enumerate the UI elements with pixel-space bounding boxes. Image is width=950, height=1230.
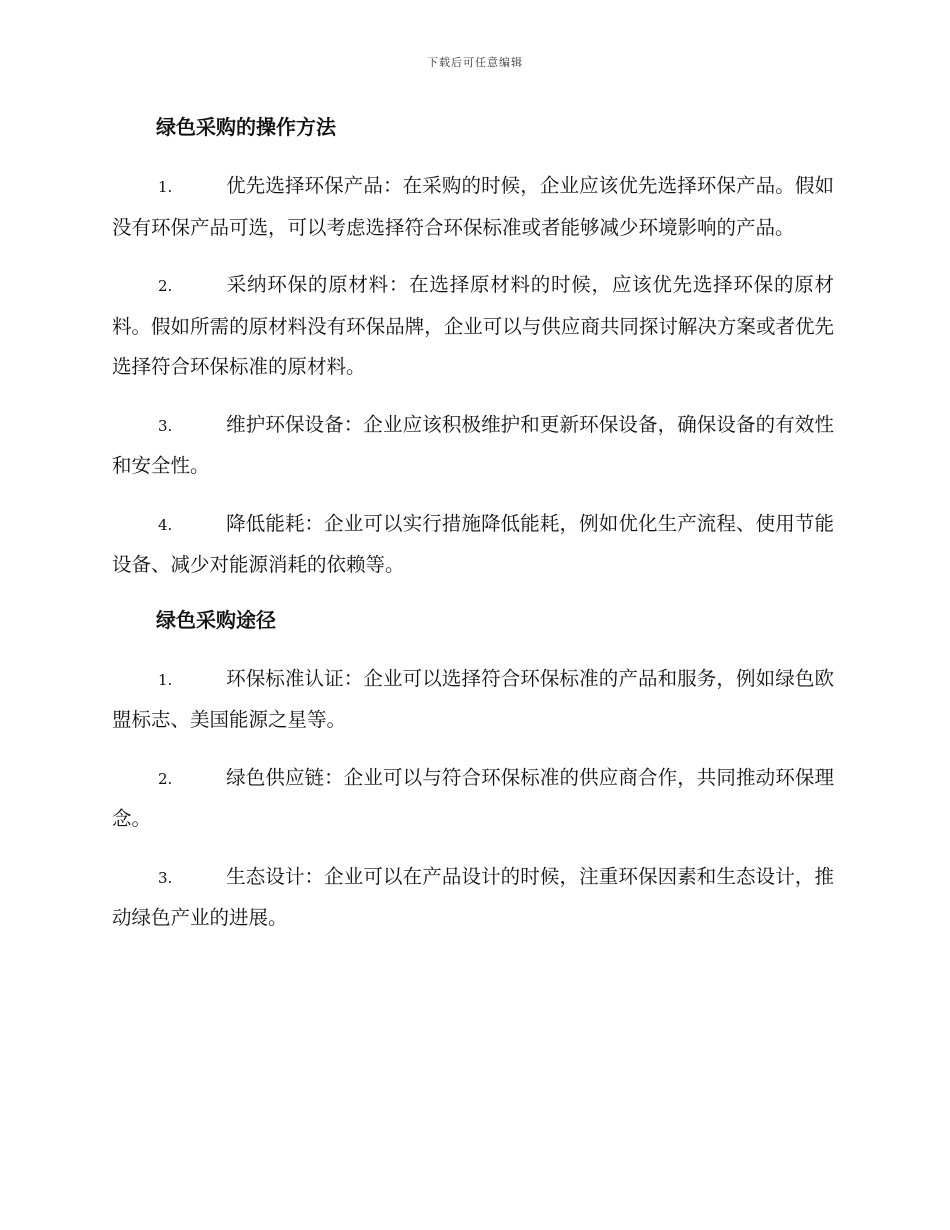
list-item-text: 优先选择环保产品：在采购的时候，企业应该优先选择环保产品。假如没有环保产品可选，可以考虑选择符合环保标准或者能够减少环境影响的产品。 [112,174,834,239]
list-item [112,857,834,939]
section-operation-methods [112,110,834,586]
list-item-number: 3. [158,416,173,435]
list-item-text: 生态设计：企业可以在产品设计的时候，注重环保因素和生态设计，推动绿色产业的进展。 [112,864,834,929]
list-item-number: 3. [158,868,173,887]
list-item [112,265,834,388]
list-item [112,504,834,586]
list-item-text: 维护环保设备：企业应该积极维护和更新环保设备，确保设备的有效性和安全性。 [112,412,834,477]
header-note: 下载后可任意编辑 [427,56,523,69]
list-item-number: 1. [158,178,173,196]
list-item-text: 环保标准认证：企业可以选择符合环保标准的产品和服务，例如绿色欧盟标志、美国能源之星等。 [112,666,834,731]
section-procurement-channels [112,603,834,939]
section-heading: 绿色采购途径 [156,607,276,632]
list-item-number: 4. [158,515,173,534]
list-item-text: 采纳环保的原材料：在选择原材料的时候，应该优先选择环保的原材料。假如所需的原材料没有环保品牌，企业可以与供应商共同探讨解决方案或者优先选择符合环保标准的原材料。 [112,273,834,378]
list-item-text: 绿色供应链：企业可以与符合环保标准的供应商合作，共同推动环保理念。 [112,765,834,830]
list-item-number: 1. [158,670,173,689]
list-item-number: 2. [158,277,173,295]
list-item-number: 2. [158,769,173,788]
document-body [112,110,834,956]
section-heading: 绿色采购的操作方法 [156,115,336,139]
list-item-text: 降低能耗：企业可以实行措施降低能耗，例如优化生产流程、使用节能设备、减少对能源消耗的依赖等。 [112,511,834,576]
list-item [112,758,834,840]
list-item [112,659,834,741]
list-item [112,166,834,248]
list-item [112,405,834,487]
